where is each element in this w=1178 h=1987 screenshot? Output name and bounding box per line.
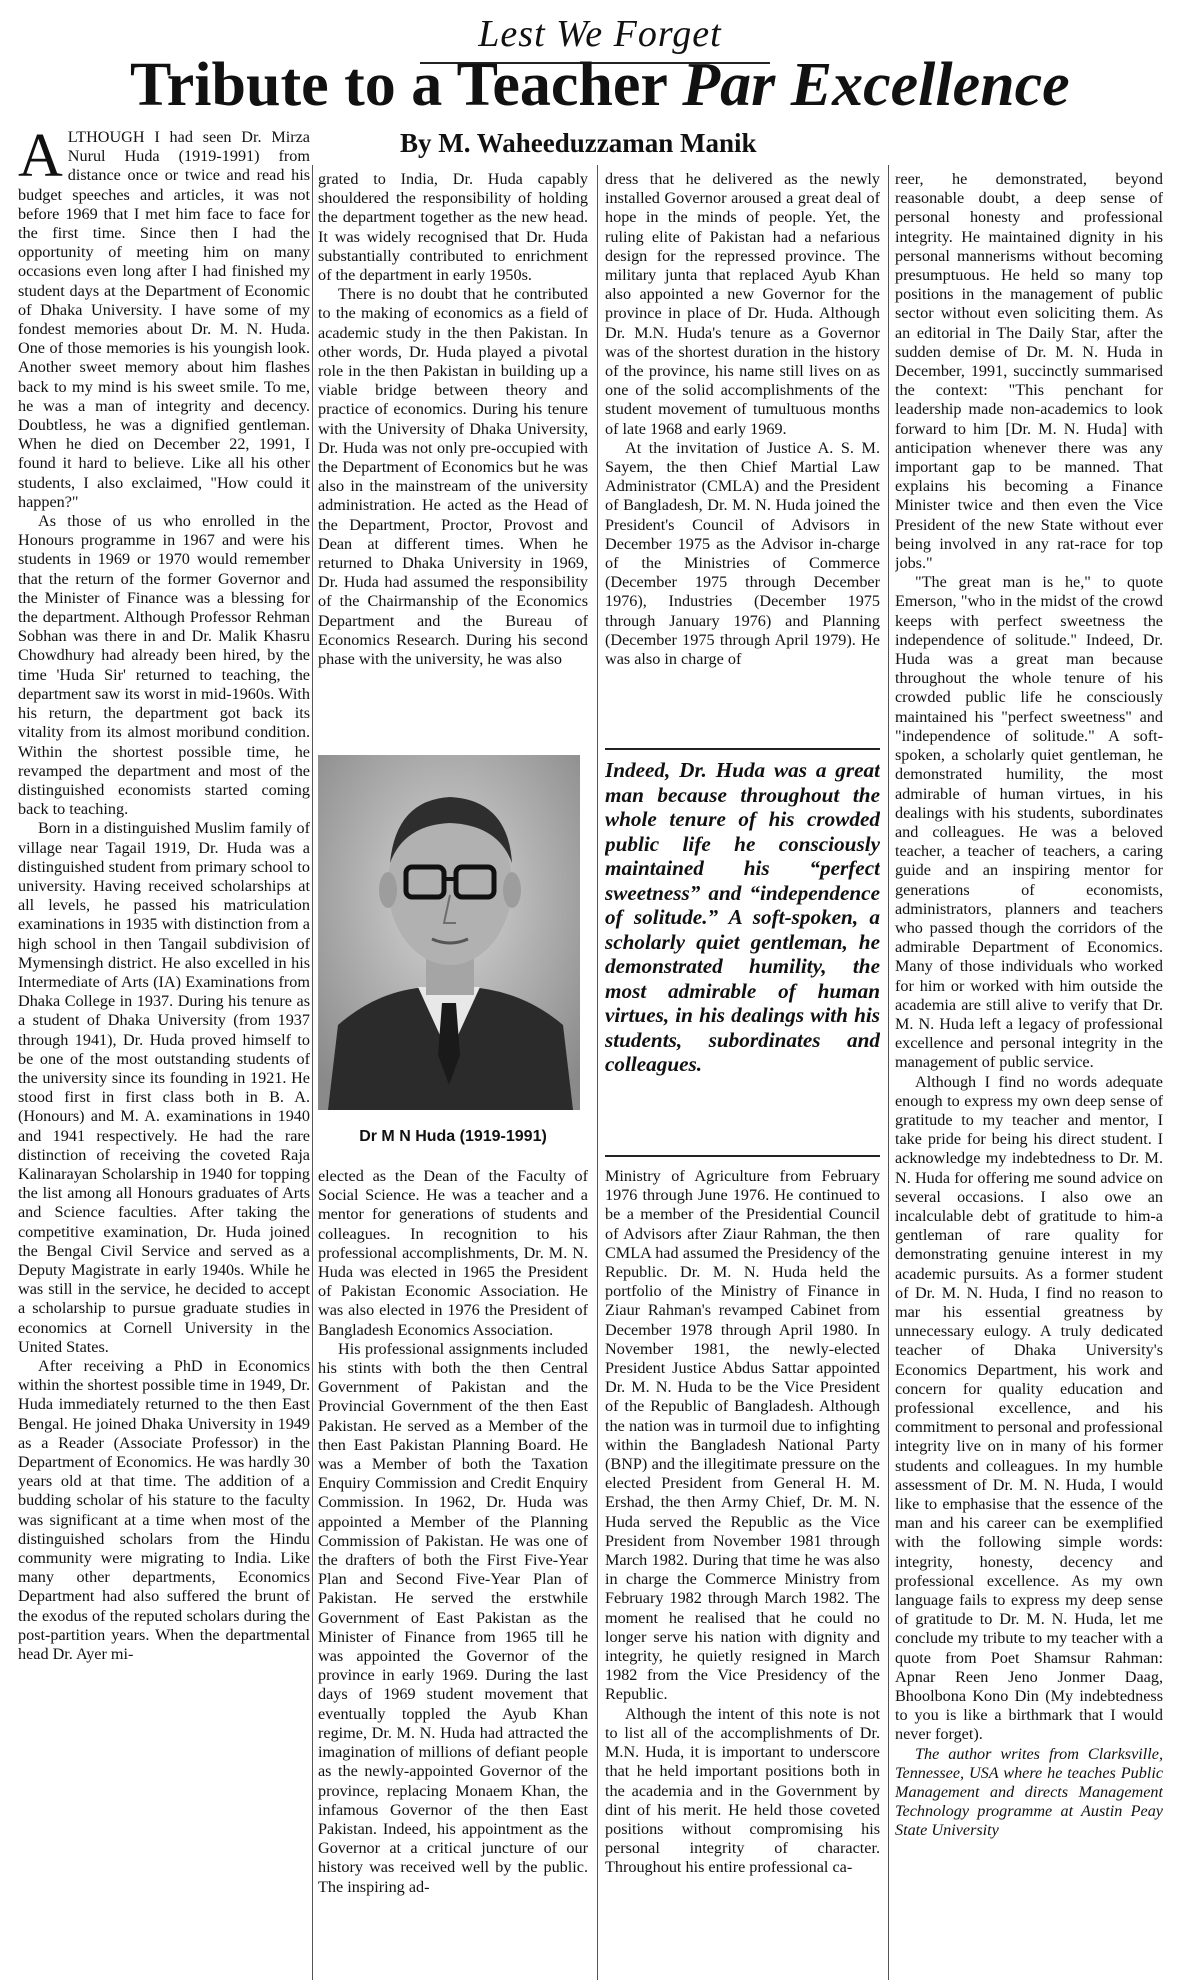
headline <box>130 50 1130 120</box>
paragraph: dress that he delivered as the newly installed Governor aroused a great deal of hope in the minds of people. Yet, the ruling elite of Pakistan had a nefarious design for the repressed province. The military junta that replaced Ayub Khan also appointed a new Governor for the province in place of Dr. Huda. Although Dr. M.N. Huda's tenure as a Governor was of the shortest duration in the history of the province, his name still lives on as one of the solid accomplishments of the student movement of tumultuous months of late 1968 and early 1969. <box>605 170 880 438</box>
column-3-bottom <box>605 1167 880 1982</box>
pullquote-rule-top <box>605 748 880 750</box>
pullquote-rule-bottom <box>605 1155 880 1157</box>
column-divider <box>597 165 598 1980</box>
paragraph: Although I find no words adequate enough to express my own deep sense of gratitude to my teacher and mentor, I take pride for being his direct student. I acknowledge my indebtedness to Dr. M. N. Huda for offering me sound advice on several occasions. I also owe an incalculable debt of gratitude to him-a gentleman of rare quality for demonstrating genuine interest in my academic pursuits. As a former student of Dr. M. N. Huda, I find no reason to mar his essential greatness by unnecessary eulogy. A truly dedicated teacher of Dhaka University's Economics Department, his work and concern for quality education and professional excellence, and his commitment to personal and professional integrity live on in many of his former students and colleagues. In my humble assessment of Dr. M. N. Huda, I would like to emphasise that the essence of the man and his career can be exemplified with the following simple words: integrity, honesty, decency and professional excellence. As my own language fails to express my deep sense of gratitude to Dr. M. N. Huda, let me conclude my tribute to my teacher with a quote from Poet Shamsur Rahman: Apnar Reen Jeno Jonmer Daag, Bhoolbona Kono Din (My indebtedness to you is like a birthmark that I would never forget). <box>895 1072 1163 1744</box>
paragraph <box>18 128 310 512</box>
author-note: The author writes from Clarksville, Tennessee, USA where he teaches Public Management and directs Management Technology programme at Austin Peay State University <box>895 1744 1163 1840</box>
column-2-bottom <box>318 1167 588 1982</box>
pull-quote: Indeed, Dr. Huda was a great man because throughout the whole tenure of his crowded public life he consciously maintained his “perfect sweetness” and “independence of solitude.” A soft-spoken, a scholarly quiet gentleman, he demonstrated humility, the most admirable of human virtues, in his dealings with his students, subordinates and colleagues. <box>605 758 880 1076</box>
paragraph: Although the intent of this note is not to list all of the accomplishments of Dr. M.N. Huda, it is important to underscore that he held important positions both in the academia and in the Government by dint of his merit. He held those coveted positions without compromising his personal integrity of character. Throughout his entire professional ca- <box>605 1704 880 1877</box>
photo-caption: Dr M N Huda (1919-1991) <box>359 1128 547 1145</box>
paragraph: There is no doubt that he contributed to the making of economics as a field of academic study in the then Pakistan. In other words, Dr. Huda played a pivotal role in the then Pakistan in building up a viable bridge between theory and practice of economics. During his tenure with the University of Dhaka University, Dr. Huda was not only pre-occupied with the Department of Economics but he was also in the mainstream of the university administration. He acted as the Head of the Department, Proctor, Provost and Dean at different times. When he returned to Dhaka University in 1969, Dr. Huda had assumed the responsibility of the Chairmanship of the Economics Department and the Bureau of Economics Research. During his second phase with the university, he was also <box>318 285 588 669</box>
column-4 <box>895 170 1163 1982</box>
paragraph: After receiving a PhD in Economics within the shortest possible time in 1949, Dr. Huda immediately returned to the then East Bengal. He joined Dhaka University in 1949 as a Reader (Associate Professor) in the Department of Economics. He was hardly 30 years old at that time. The addition of a budding scholar of his stature to the faculty was significant at a time when most of the distinguished scholars from the Hindu community were migrating to India. Like many other departments, Economics Department had also suffered the brunt of the exodus of the reputed scholars during the post-partition years. When the departmental head Dr. Ayer mi- <box>18 1357 310 1664</box>
paragraph: reer, he demonstrated, beyond reasonable doubt, a deep sense of personal honesty and professional integrity. He maintained dignity in his personal mannerisms without becoming presumptuous. He held so many top positions in the management of public sector without even soliciting them. As an editorial in The Daily Star, after the sudden demise of Dr. M. N. Huda in December, 1991, succinctly summarised the context: "This penchant for leadership made non-academics to look forward to him [Dr. M. N. Huda] with anticipation whenever there was any important gap to be manned. That explains his becoming a Finance Minister twice and then even the Vice President of the new State without ever being involved in any rat-race for top jobs." <box>895 170 1163 573</box>
paragraph: At the invitation of Justice A. S. M. Sayem, the then Chief Martial Law Administrator (CMLA) and the President of Bangladesh, Dr. M. N. Huda joined the President's Council of Advisors in December 1975 as the Advisor in-charge of the Ministries of Commerce (December 1975 through December 1976), Industries (December 1975 through January 1976) and Planning (December 1975 through April 1979). He was also in charge of <box>605 438 880 669</box>
portrait-image <box>318 755 580 1110</box>
paragraph: His professional assignments included his stints with both the then Central Government of Pakistan and the Provincial Government of the then East Pakistan. He served as a Member of the then East Pakistan Planning Board. He was a Member of both the Taxation Enquiry Commission and Credit Enquiry Commission. In 1962, Dr. Huda was appointed a Member of the Planning Commission of Pakistan. He was one of the drafters of both the First Five-Year Plan and Second Five-Year Plan of Pakistan. He served the erstwhile Government of East Pakistan as the Minister of Finance from 1965 till he was appointed the Governor of the province in early 1969. During the last days of 1969 student movement that eventually toppled the Ayub Khan regime, Dr. M. N. Huda had attracted the imagination of millions of defiant people as the newly-appointed Governor of the province, replacing Monaem Khan, the infamous Governor of the then East Pakistan. Indeed, his appointment as the Governor at a critical juncture of our history was received well by the public. The inspiring ad- <box>318 1339 588 1896</box>
paragraph: "The great man is he," to quote Emerson, "who in the midst of the crowd keeps with perfect sweetness the independence of solitude." Indeed, Dr. Huda was a great man because throughout the whole tenure of his crowded public life he consciously maintained his "perfect sweetness" and "independence of solitude." A soft-spoken, a scholarly quiet gentleman, he demonstrated humility, the most admirable of human virtues, in his dealings with his students, subordinates and colleagues. He was a beloved teacher, a teacher of teachers, a caring guide and an inspiring mentor for generations of economists, administrators, planners and teachers who passed though the corridors of the admirable Department of Economics. Many of those individuals who worked for him or worked with him outside the academia are still alive to verify that Dr. M. N. Huda left a legacy of professional excellence and personal integrity in the management of public service. <box>895 573 1163 1072</box>
byline: By M. Waheeduzzaman Manik <box>400 128 757 158</box>
paragraph: Born in a distinguished Muslim family of village near Tagail 1919, Dr. Huda was a distinguished student from primary school to university. Having received scholarships at all levels, he passed his matriculation examinations in 1935 with distinction from a high school in then Tangail subdivision of Mymensingh district. He also excelled in his Intermediate of Arts (IA) Examinations from Dhaka College in 1937. During his tenure as a student of Dhaka University (from 1937 through 1941), Dr. Huda proved himself to be one of the most outstanding students of the university since its founding in 1921. He stood first in first class both in B. A. (Honours) and M. A. examinations in 1940 and 1941 respectively. He had the rare distinction of receiving the coveted Raja Kalinarayan Scholarship in 1940 for topping the list among all Honours graduates of Arts and Science faculties. After taking the competitive examination, Dr. Huda joined the Bengal Civil Service and served as a Deputy Magistrate in early 1940s. While he was still in the service, he decided to accept a scholarship to pursue graduate studies in economics at Cornell University in the United States. <box>18 819 310 1356</box>
paragraph: grated to India, Dr. Huda capably shouldered the responsibility of holding the department together as the new head. It was widely recognised that Dr. Huda substantially contributed to enrichment of the department in early 1950s. <box>318 170 588 285</box>
column-divider <box>888 165 889 1980</box>
headline-italic: Par Excellence <box>682 51 1070 119</box>
paragraph-text: LTHOUGH I had seen Dr. Mirza Nurul Huda (1919-1991) from distance once or twice and read his budget speeches and articles, it was not before 1969 that I met him face to face for the first time. Since then I had the opportunity of meeting him on many occasions even long after I had finished my student days at the Department of Economic of Dhaka University. I have some of my fondest memories about Dr. M. N. Huda. One of those memories is his youngish look. Another sweet memory about him flashes back to my mind is his sweet smile. To me, he was a man of integrity and decency. Doubtless, he was a dignified gentleman. When he died on December 22, 1991, I found it hard to believe. Like all his other students, I also exclaimed, "How could it happen?" <box>18 128 310 511</box>
column-divider <box>312 165 313 1980</box>
paragraph: As those of us who enrolled in the Honours programme in 1967 and were his students in 1969 or 1970 would remember that the return of the former Governor and the Minister of Finance was a blessing for the department. Although Professor Rehman Sobhan was there in and Dr. Malik Khasru Chowdhury had already been hired, by the time 'Huda Sir' returned to teaching, the department saw its worst in mid-1960s. With his return, the department got back its vitality from its almost moribund condition. Within the shortest possible time, he revamped the department and most of the distinguished economists started coming back to teaching. <box>18 512 310 819</box>
column-2-top <box>318 170 588 738</box>
column-3-top <box>605 170 880 738</box>
headline-main: Tribute to a Teacher <box>130 51 683 119</box>
portrait-photo <box>318 755 580 1110</box>
column-1 <box>18 128 310 1978</box>
paragraph: Ministry of Agriculture from February 1976 through June 1976. He continued to be a member of the Presidential Council of Advisors after Ziaur Rahman, the then CMLA had assumed the Presidency of the Republic. Dr. M. N. Huda held the portfolio of the Ministry of Finance in Ziaur Rahman's revamped Cabinet from December 1978 through April 1980. In November 1981, the newly-elected President Justice Abdus Sattar appointed Dr. M. N. Huda to be the Vice President of the Republic of Bangladesh. Although the nation was in turmoil due to infighting within the Bangladesh National Party (BNP) and the illegitimate pressure on the elected President from General H. M. Ershad, the then Army Chief, Dr. M. N. Huda served the Republic as the Vice President from November 1981 through March 1982. During that time he was also in charge the Commerce Ministry from February 1982 through March 1982. The moment he realised that he could no longer serve his nation with dignity and integrity, he quietly resigned in March 1982 from the Vice Presidency of the Republic. <box>605 1167 880 1704</box>
kicker: Lest We Forget <box>478 13 722 55</box>
drop-cap: A <box>18 128 63 190</box>
paragraph: elected as the Dean of the Faculty of Social Science. He was a teacher and a mentor for generations of students and colleagues. In recognition to his professional accomplishments, Dr. M. N. Huda was elected in 1965 the President of Pakistan Economic Association. He was also elected in 1976 the President of Bangladesh Economics Association. <box>318 1167 588 1339</box>
